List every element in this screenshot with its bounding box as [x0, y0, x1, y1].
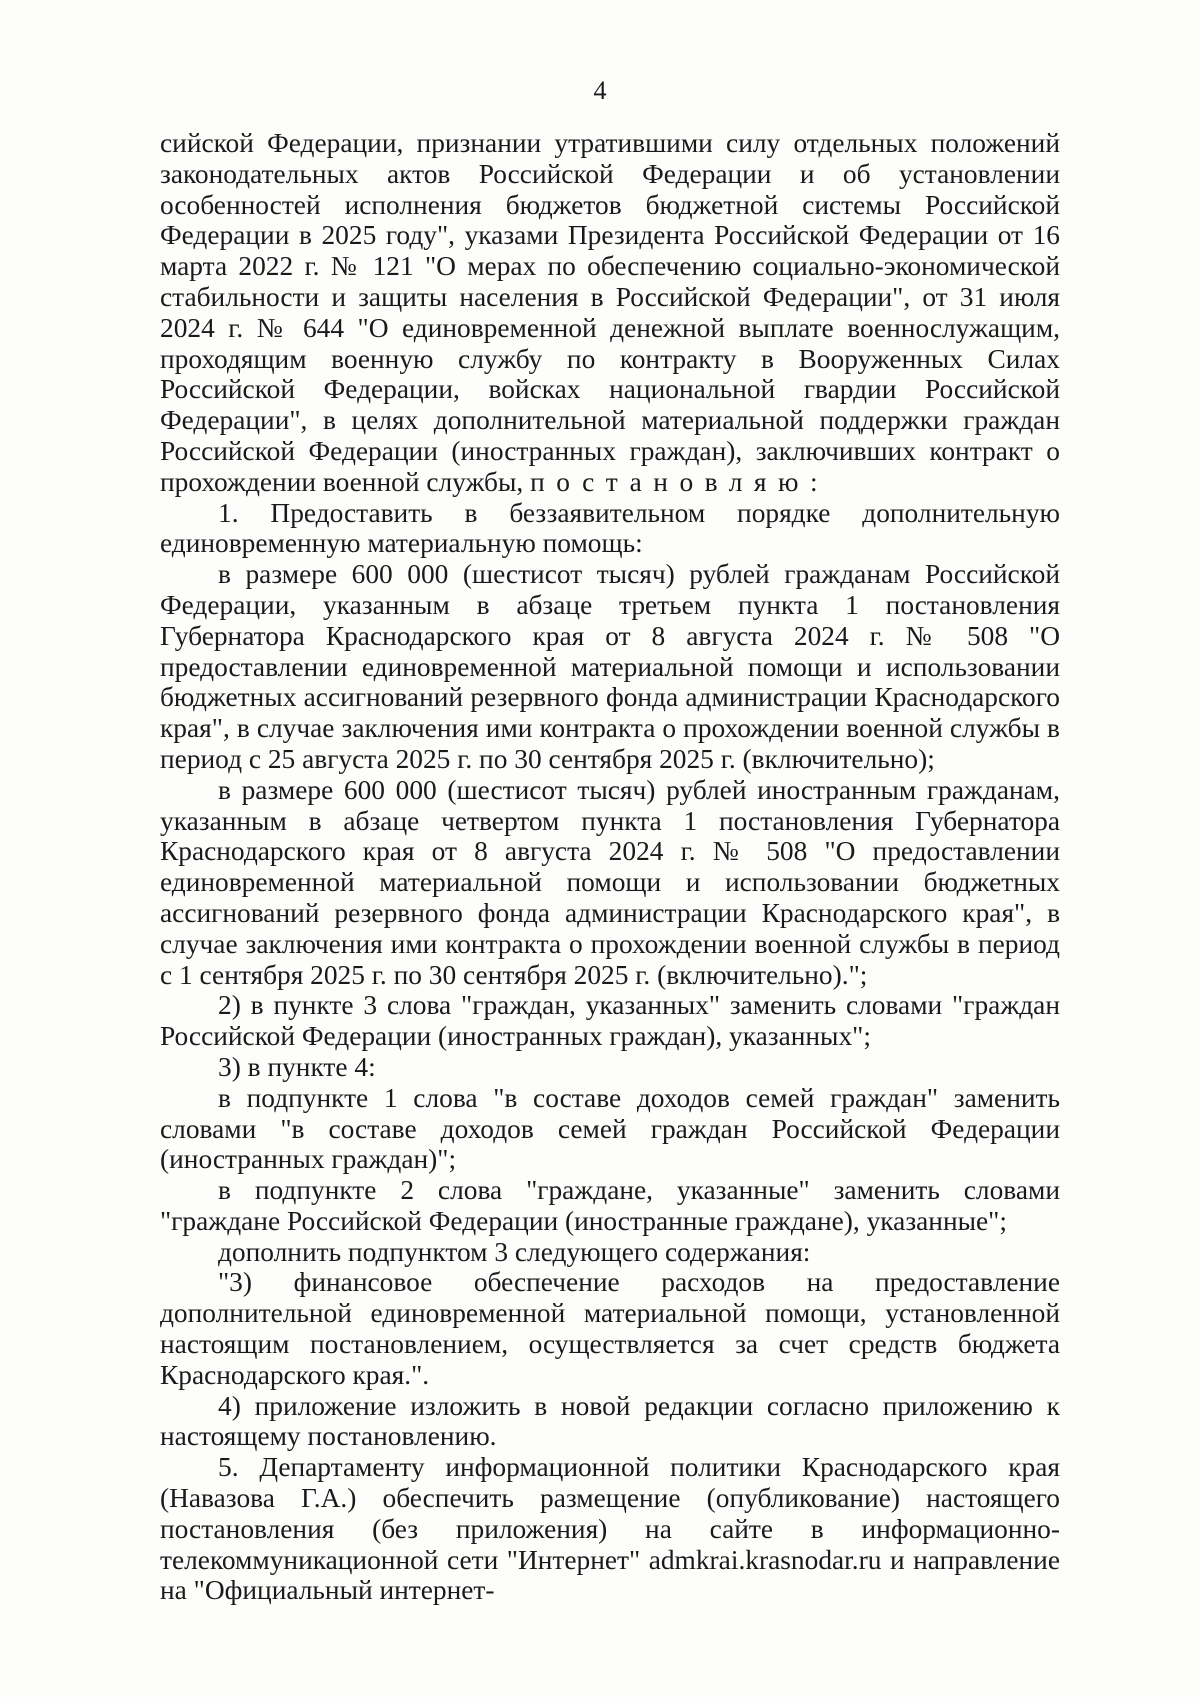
paragraph-3: в размере 600 000 (шестисот тысяч) рублей гражданам Российской Федерации, указанным в абзаце третьем пункта 1 постановления Губернатора Краснодарского края от 8 августа 2024 г. № 508 "О предоставлении единовременной материальной помощи и использовании бюджетных ассигнований резервного фонда администрации Краснодарского края", в случае заключения ими контракта о прохождении военной службы в период с 25 августа 2025 г. по 30 сентября 2025 г. (включительно);: [160, 559, 1060, 774]
paragraph-6: 3) в пункте 4:: [218, 1051, 376, 1082]
paragraph-2: 1. Предоставить в беззаявительном порядке дополнительную единовременную материальную помощь:: [160, 497, 1060, 559]
page-number: 4: [593, 76, 607, 105]
paragraph-1: [160, 128, 1060, 498]
paragraph-11: 4) приложение изложить в новой редакции согласно приложению к настоящему постановлению.: [160, 1390, 1060, 1452]
paragraph-1-text: сийской Федерации, признании утратившими силу отдельных положений законодательных актов Российской Федерации и об установлении особенностей исполнения бюджетов бюджетной системы Российской Федерации в 2025 году", указами Президента Российской Федерации от 16 марта 2022 г. № 121 "О мерах по обеспечению социально-экономической стабильности и защиты населения в Российской Федерации", от 31 июля 2024 г. № 644 "О единовременной денежной выплате военнослужащим, проходящим военную службу по контракту в Вооруженных Силах Российской Федерации, войсках национальной гвардии Российской Федерации", в целях дополнительной материальной поддержки граждан Российской Федерации (иностранных граждан), заключивших контракт о прохождении военной службы,: [160, 128, 1060, 497]
paragraph-12: 5. Департаменту информационной политики Краснодарского края (Навазова Г.А.) обеспечить размещение (опубликование) настоящего постановления (без приложения) на сайте в информационно-телекоммуникационной сети "Интернет" admkrai.krasnodar.ru и направление на "Официальный интернет-: [160, 1452, 1060, 1606]
paragraph-7: в подпункте 1 слова "в составе доходов семей граждан" заменить словами "в составе доходов семей граждан Российской Федерации (иностранных граждан)";: [160, 1082, 1060, 1175]
paragraph-4: в размере 600 000 (шестисот тысяч) рублей иностранным гражданам, указанным в абзаце четвертом пункта 1 постановления Губернатора Краснодарского края от 8 августа 2024 г. № 508 "О предоставлении единовременной материальной помощи и использовании бюджетных ассигнований резервного фонда администрации Краснодарского края", в случае заключения ими контракта о прохождении военной службы в период с 1 сентября 2025 г. по 30 сентября 2025 г. (включительно).";: [160, 774, 1060, 990]
document-body: [160, 128, 1060, 1606]
paragraph-8: в подпункте 2 слова "граждане, указанные" заменить словами "граждане Российской Федерации (иностранные граждане), указанные";: [160, 1175, 1060, 1236]
decree-word: постановляю:: [530, 466, 830, 497]
paragraph-9: дополнить подпунктом 3 следующего содержания:: [218, 1236, 811, 1267]
paragraph-10: "3) финансовое обеспечение расходов на предоставление дополнительной единовременной материальной помощи, установленной настоящим постановлением, осуществляется за счет средств бюджета Краснодарского края.".: [160, 1267, 1060, 1390]
paragraph-5: 2) в пункте 3 слова "граждан, указанных" заменить словами "граждан Российской Федерации (иностранных граждан), указанных";: [160, 990, 1060, 1052]
